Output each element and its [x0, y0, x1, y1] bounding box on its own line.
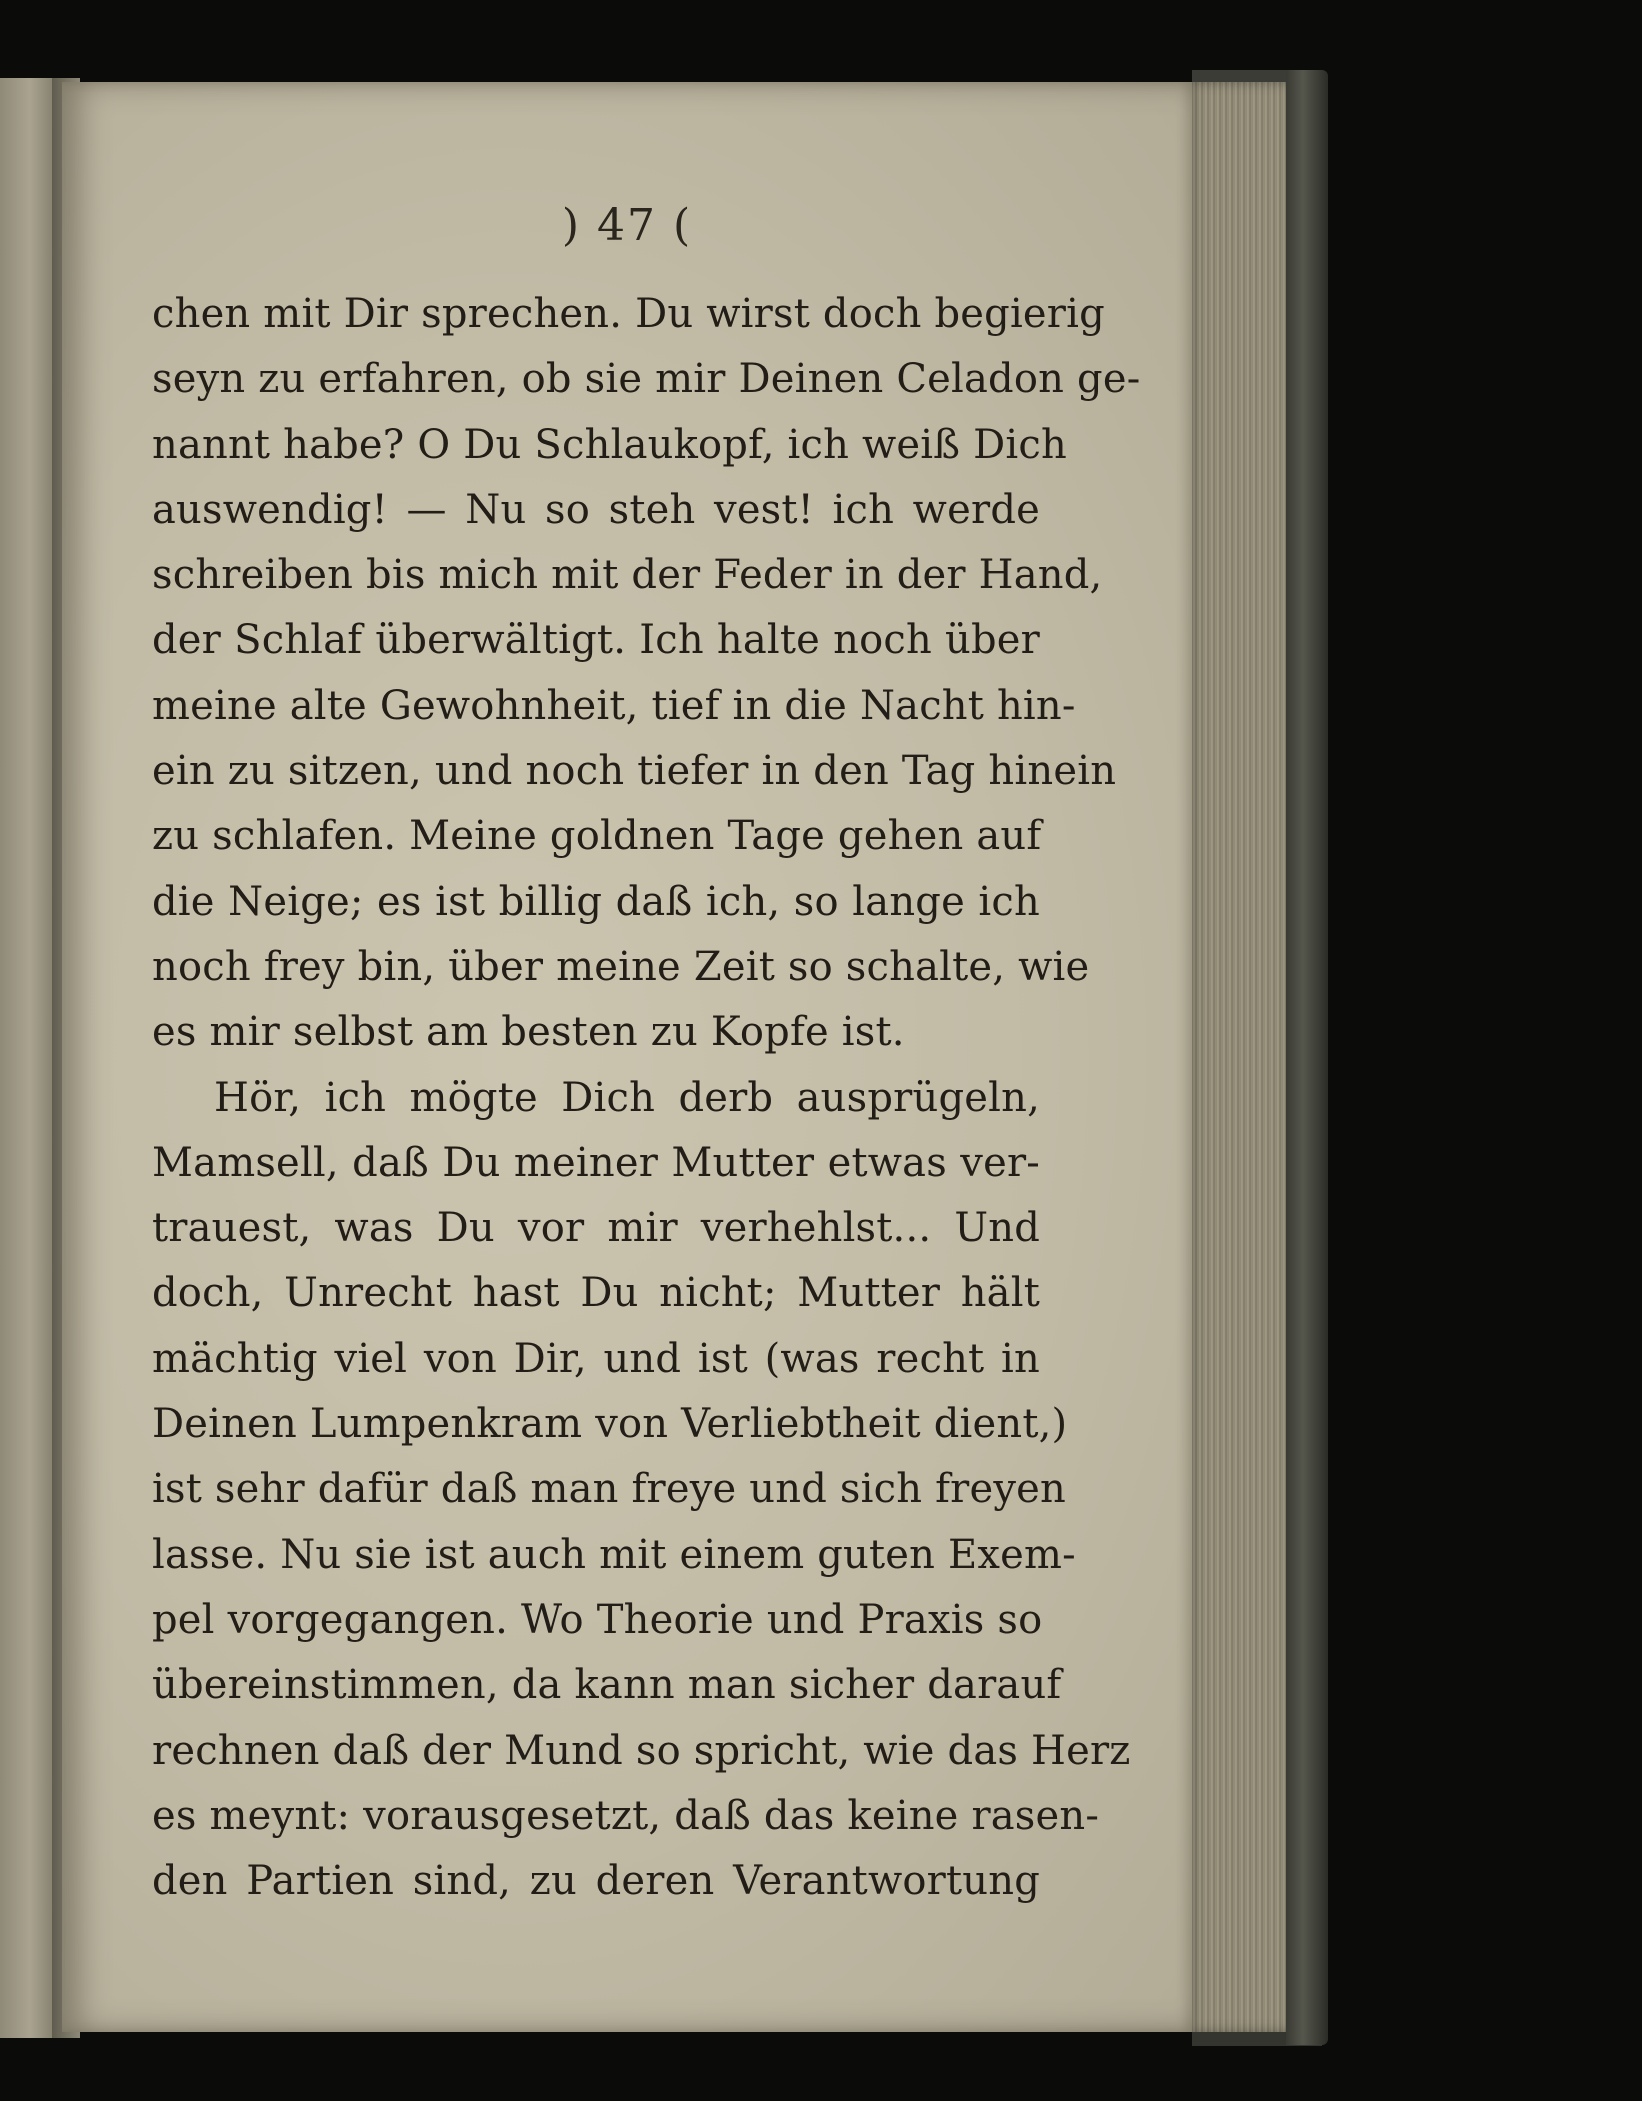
text-line: die Neige; es ist billig daß ich, so lange ich — [152, 878, 1040, 925]
text-line: Mamsell, daß Du meiner Mutter etwas ver- — [152, 1139, 1040, 1186]
text-line: trauest, was Du vor mir verhehlst... Und — [152, 1205, 1040, 1252]
text-line: rechnen daß der Mund so spricht, wie das Herz — [152, 1727, 1131, 1774]
text-line: ein zu sitzen, und noch tiefer in den Tag hinein — [152, 748, 1117, 795]
text-line: Deinen Lumpenkram von Verliebtheit dient,) — [152, 1401, 1068, 1448]
text-line: chen mit Dir sprechen. Du wirst doch begierig — [152, 291, 1105, 337]
book-page — [62, 82, 1192, 2032]
page-fore-edge — [1192, 82, 1292, 2032]
left-page-edge — [0, 78, 60, 2038]
text-line: lasse. Nu sie ist auch mit einem guten Exem- — [152, 1531, 1076, 1578]
text-line: auswendig! — Nu so steh vest! ich werde — [152, 486, 1040, 533]
cover-board — [1286, 70, 1328, 2045]
text-line: es meynt: vorausgesetzt, daß das keine rasen- — [152, 1792, 1100, 1839]
text-line: doch, Unrecht hast Du nicht; Mutter hält — [152, 1270, 1040, 1317]
text-line: der Schlaf überwältigt. Ich halte noch über — [152, 617, 1040, 664]
text-line: es mir selbst am besten zu Kopfe ist. — [152, 1009, 905, 1056]
text-line: schreiben bis mich mit der Feder in der Hand, — [152, 552, 1103, 599]
page-text — [152, 282, 1141, 1914]
text-line: ist sehr dafür daß man freye und sich freyen — [152, 1466, 1066, 1513]
page-number-header: ) 47 ( — [561, 200, 693, 251]
text-line: mächtig viel von Dir, und ist (was recht in — [152, 1335, 1040, 1382]
text-line: noch frey bin, über meine Zeit so schalte, wie — [152, 943, 1090, 990]
text-line: den Partien sind, zu deren Verantwortung — [152, 1858, 1040, 1905]
text-line: nannt habe? O Du Schlaukopf, ich weiß Dich — [152, 421, 1067, 468]
text-line: Hör, ich mögte Dich derb ausprügeln, — [214, 1074, 1040, 1121]
text-line: pel vorgegangen. Wo Theorie und Praxis so — [152, 1596, 1043, 1643]
text-line: zu schlafen. Meine goldnen Tage gehen auf — [152, 813, 1042, 860]
text-line: seyn zu erfahren, ob sie mir Deinen Celadon ge- — [152, 356, 1141, 403]
text-line: meine alte Gewohnheit, tief in die Nacht hin- — [152, 682, 1076, 729]
text-line: übereinstimmen, da kann man sicher darauf — [152, 1662, 1062, 1709]
